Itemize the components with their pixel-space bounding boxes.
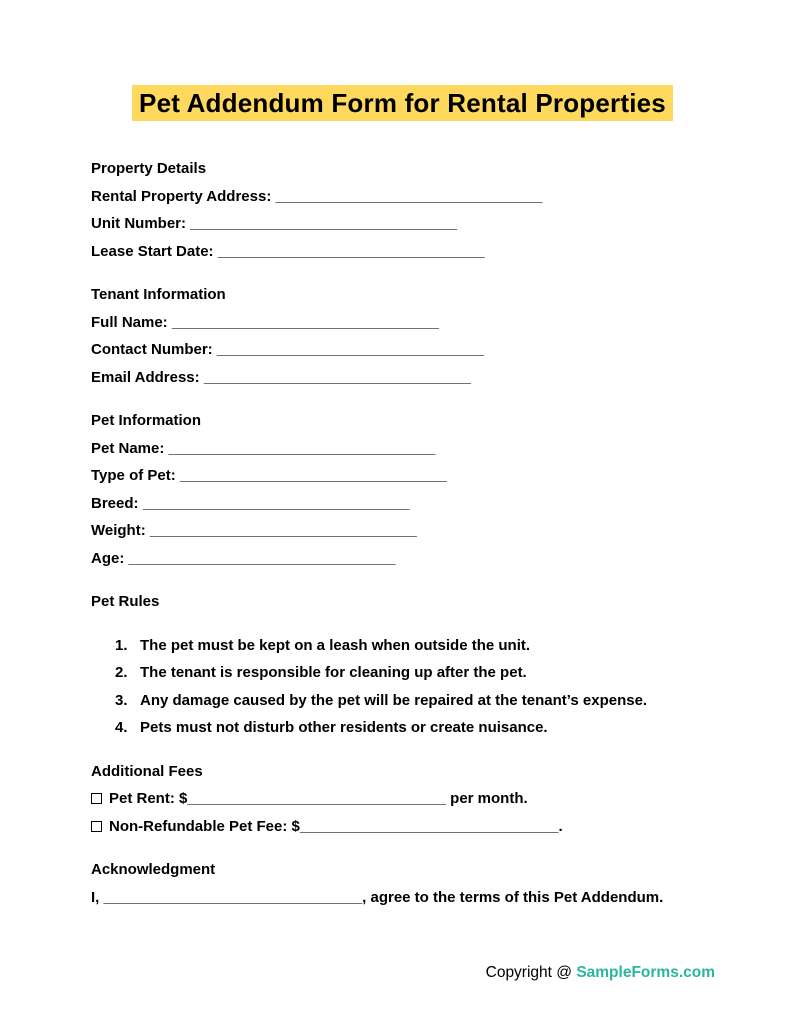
section-heading-pet-information: Pet Information: [91, 412, 202, 429]
fee-label: Pet Rent: $: [109, 790, 188, 807]
section-heading-pet-rules: Pet Rules: [91, 593, 160, 610]
field-label: Lease Start Date:: [91, 242, 214, 260]
field-pet-name: [91, 435, 714, 463]
section-pet-rules: [91, 588, 714, 742]
footer: [486, 963, 715, 983]
blank-line: ________________________________: [275, 187, 543, 205]
field-email-address: [91, 364, 714, 392]
field-weight: [91, 517, 714, 545]
blank-line: ________________________________: [149, 522, 417, 539]
page-title: Pet Addendum Form for Rental Properties: [132, 85, 673, 121]
blank-line: _______________________________: [103, 888, 363, 906]
blank-line: _______________________________: [299, 817, 559, 835]
section-pet-information: [91, 407, 714, 572]
blank-line: ________________________________: [190, 215, 458, 232]
section-acknowledgment: [91, 856, 714, 911]
field-rental-property-address: [91, 183, 714, 211]
list-text: The pet must be kept on a leash when outside the unit.: [140, 636, 531, 654]
list-item: [91, 687, 714, 715]
fee-non-refundable: [91, 813, 714, 841]
field-label: Rental Property Address:: [91, 187, 272, 205]
blank-line: ________________________________: [168, 439, 436, 457]
list-number: 3.: [115, 691, 128, 709]
list-item: [91, 632, 714, 660]
field-unit-number: [91, 210, 714, 238]
list-number: 4.: [115, 719, 128, 736]
field-label: Pet Name:: [91, 439, 165, 457]
ack-prefix: I,: [91, 888, 104, 906]
title-row: [91, 85, 714, 121]
sampleforms-link[interactable]: SampleForms.com: [576, 964, 715, 981]
blank-line: ________________________________: [179, 467, 447, 484]
field-contact-number: [91, 336, 714, 364]
copyright-text: Copyright @: [485, 964, 577, 981]
section-property-details: [91, 155, 714, 265]
fee-suffix: .: [558, 817, 563, 835]
ack-suffix: , agree to the terms of this Pet Addendum.: [362, 888, 664, 906]
fee-label: Non-Refundable Pet Fee: $: [109, 817, 300, 835]
field-full-name: [91, 309, 714, 337]
field-lease-start-date: [91, 238, 714, 266]
blank-line: ________________________________: [216, 341, 484, 358]
checkbox-icon: [91, 821, 102, 832]
list-item: [91, 659, 714, 687]
acknowledgment-statement: [91, 884, 714, 912]
section-heading-additional-fees: Additional Fees: [91, 762, 203, 780]
field-label: Unit Number:: [91, 215, 186, 232]
field-label: Email Address:: [91, 368, 200, 386]
list-text: Pets must not disturb other residents or create nuisance.: [140, 719, 548, 736]
blank-line: ________________________________: [128, 549, 396, 567]
blank-line: ________________________________: [217, 242, 485, 260]
section-heading-property-details: Property Details: [91, 160, 207, 177]
list-item: [91, 714, 714, 742]
field-label: Contact Number:: [91, 341, 213, 358]
list-number: 1.: [115, 636, 128, 654]
list-text: The tenant is responsible for cleaning up after the pet.: [140, 664, 527, 681]
field-age: [91, 545, 714, 573]
list-text: Any damage caused by the pet will be repaired at the tenant’s expense.: [140, 691, 648, 709]
list-number: 2.: [115, 664, 128, 681]
field-label: Weight:: [91, 522, 146, 539]
blank-line: ________________________________: [171, 313, 439, 331]
blank-line: _______________________________: [187, 790, 446, 807]
section-tenant-information: [91, 281, 714, 391]
field-label: Type of Pet:: [91, 467, 176, 484]
blank-line: ________________________________: [142, 494, 410, 512]
field-type-of-pet: [91, 462, 714, 490]
section-heading-tenant-information: Tenant Information: [91, 286, 226, 303]
fee-suffix: per month.: [445, 790, 528, 807]
fee-pet-rent: [91, 785, 714, 813]
blank-line: ________________________________: [203, 368, 471, 386]
checkbox-icon: [91, 793, 102, 804]
section-heading-acknowledgment: Acknowledgment: [91, 861, 216, 878]
section-additional-fees: [91, 758, 714, 841]
field-label: Age:: [91, 549, 125, 567]
pet-rules-list: [91, 632, 714, 742]
field-breed: [91, 490, 714, 518]
field-label: Full Name:: [91, 313, 168, 331]
field-label: Breed:: [91, 494, 139, 512]
